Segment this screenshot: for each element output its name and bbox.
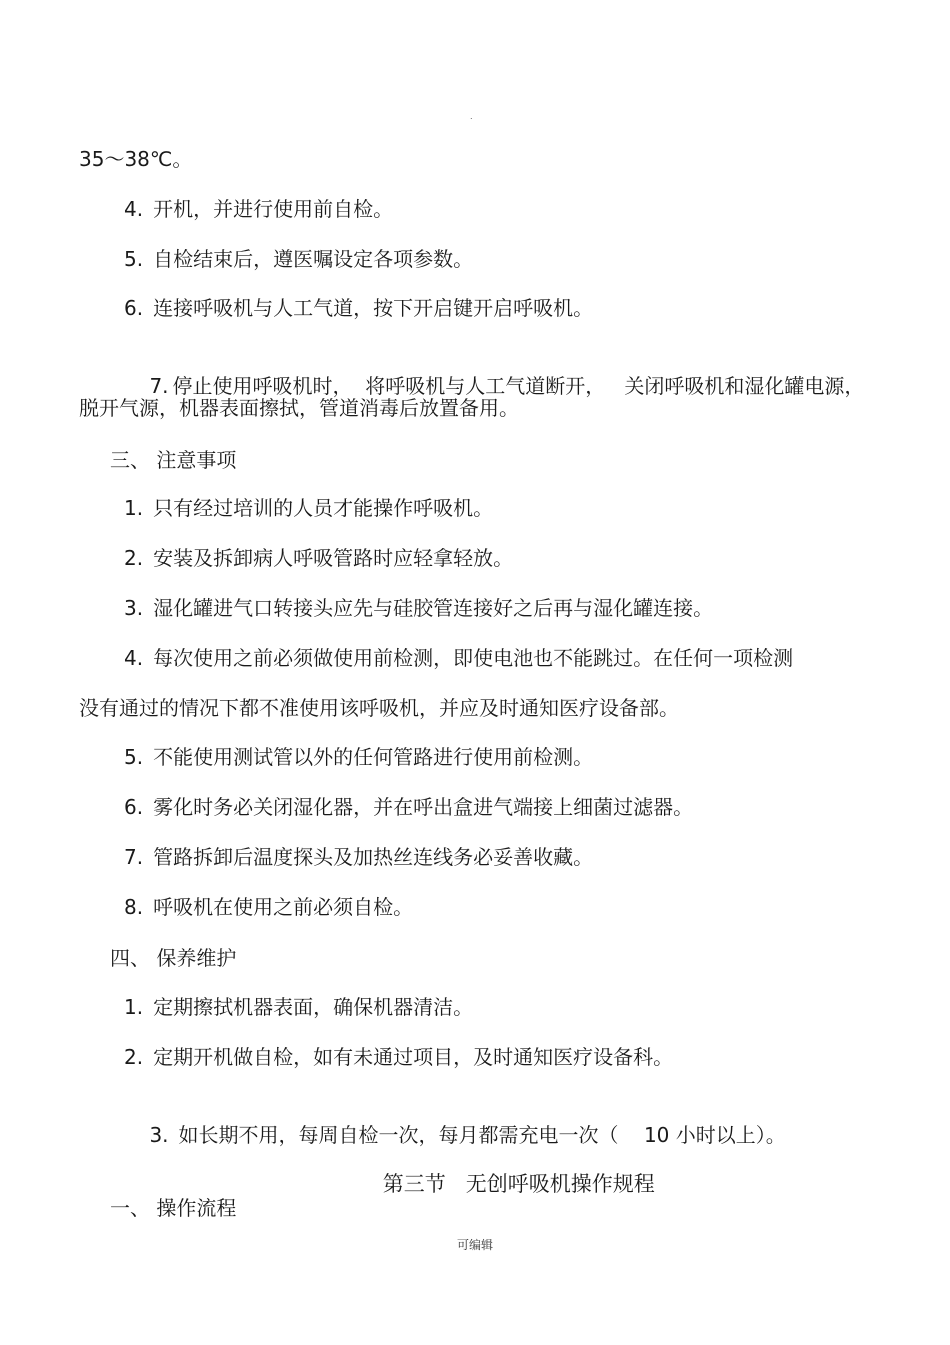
page-footer: 可编辑 (456, 1238, 493, 1252)
list-item: 3. 湿化罐进气口转接头应先与硅胶管连接好之后再与湿化罐连接。 (124, 596, 714, 620)
list-item: 2. 定期开机做自检，如有未通过项目，及时通知医疗设备科。 (124, 1045, 674, 1069)
list-item: 1. 定期擦拭机器表面，确保机器清洁。 (124, 995, 474, 1019)
text-line: 没有通过的情况下都不准使用该呼吸机，并应及时通知医疗设备部。 (79, 696, 679, 720)
list-item: 4. 开机，并进行使用前自检。 (124, 197, 394, 221)
list-item: 5. 不能使用测试管以外的任何管路进行使用前检测。 (124, 745, 594, 769)
list-item: 7. 管路拆卸后温度探头及加热丝连线务必妥善收藏。 (124, 845, 594, 869)
list-item: 4. 每次使用之前必须做使用前检测，即使电池也不能跳过。在任何一项检测 (124, 646, 794, 670)
chapter-title: 第三节 无创呼吸机操作规程 (382, 1172, 655, 1196)
list-item: 6. 连接呼吸机与人工气道，按下开启键开启呼吸机。 (124, 296, 594, 320)
list-item: 3. 如长期不用，每周自检一次，每月都需充电一次（ 10 小时以上）。 (149, 1123, 786, 1147)
list-item: 5. 自检结束后，遵医嘱设定各项参数。 (124, 247, 474, 271)
section-heading: 四、 保养维护 (110, 946, 237, 970)
list-item: 1. 只有经过培训的人员才能操作呼吸机。 (124, 496, 494, 520)
text-line: 脱开气源，机器表面擦拭，管道消毒后放置备用。 (79, 396, 519, 420)
header-mark: . (470, 112, 473, 121)
section-heading: 三、 注意事项 (110, 448, 237, 472)
section-heading: 一、 操作流程 (110, 1196, 237, 1220)
list-item: 7. 停止使用呼吸机时， 将呼吸机与人工气道断开， 关闭呼吸机和湿化罐电源， (149, 374, 865, 398)
list-item: 6. 雾化时务必关闭湿化器，并在呼出盒进气端接上细菌过滤器。 (124, 795, 694, 819)
text-line: 35～38℃。 (79, 147, 193, 171)
list-item: 2. 安装及拆卸病人呼吸管路时应轻拿轻放。 (124, 546, 514, 570)
list-item: 8. 呼吸机在使用之前必须自检。 (124, 895, 414, 919)
